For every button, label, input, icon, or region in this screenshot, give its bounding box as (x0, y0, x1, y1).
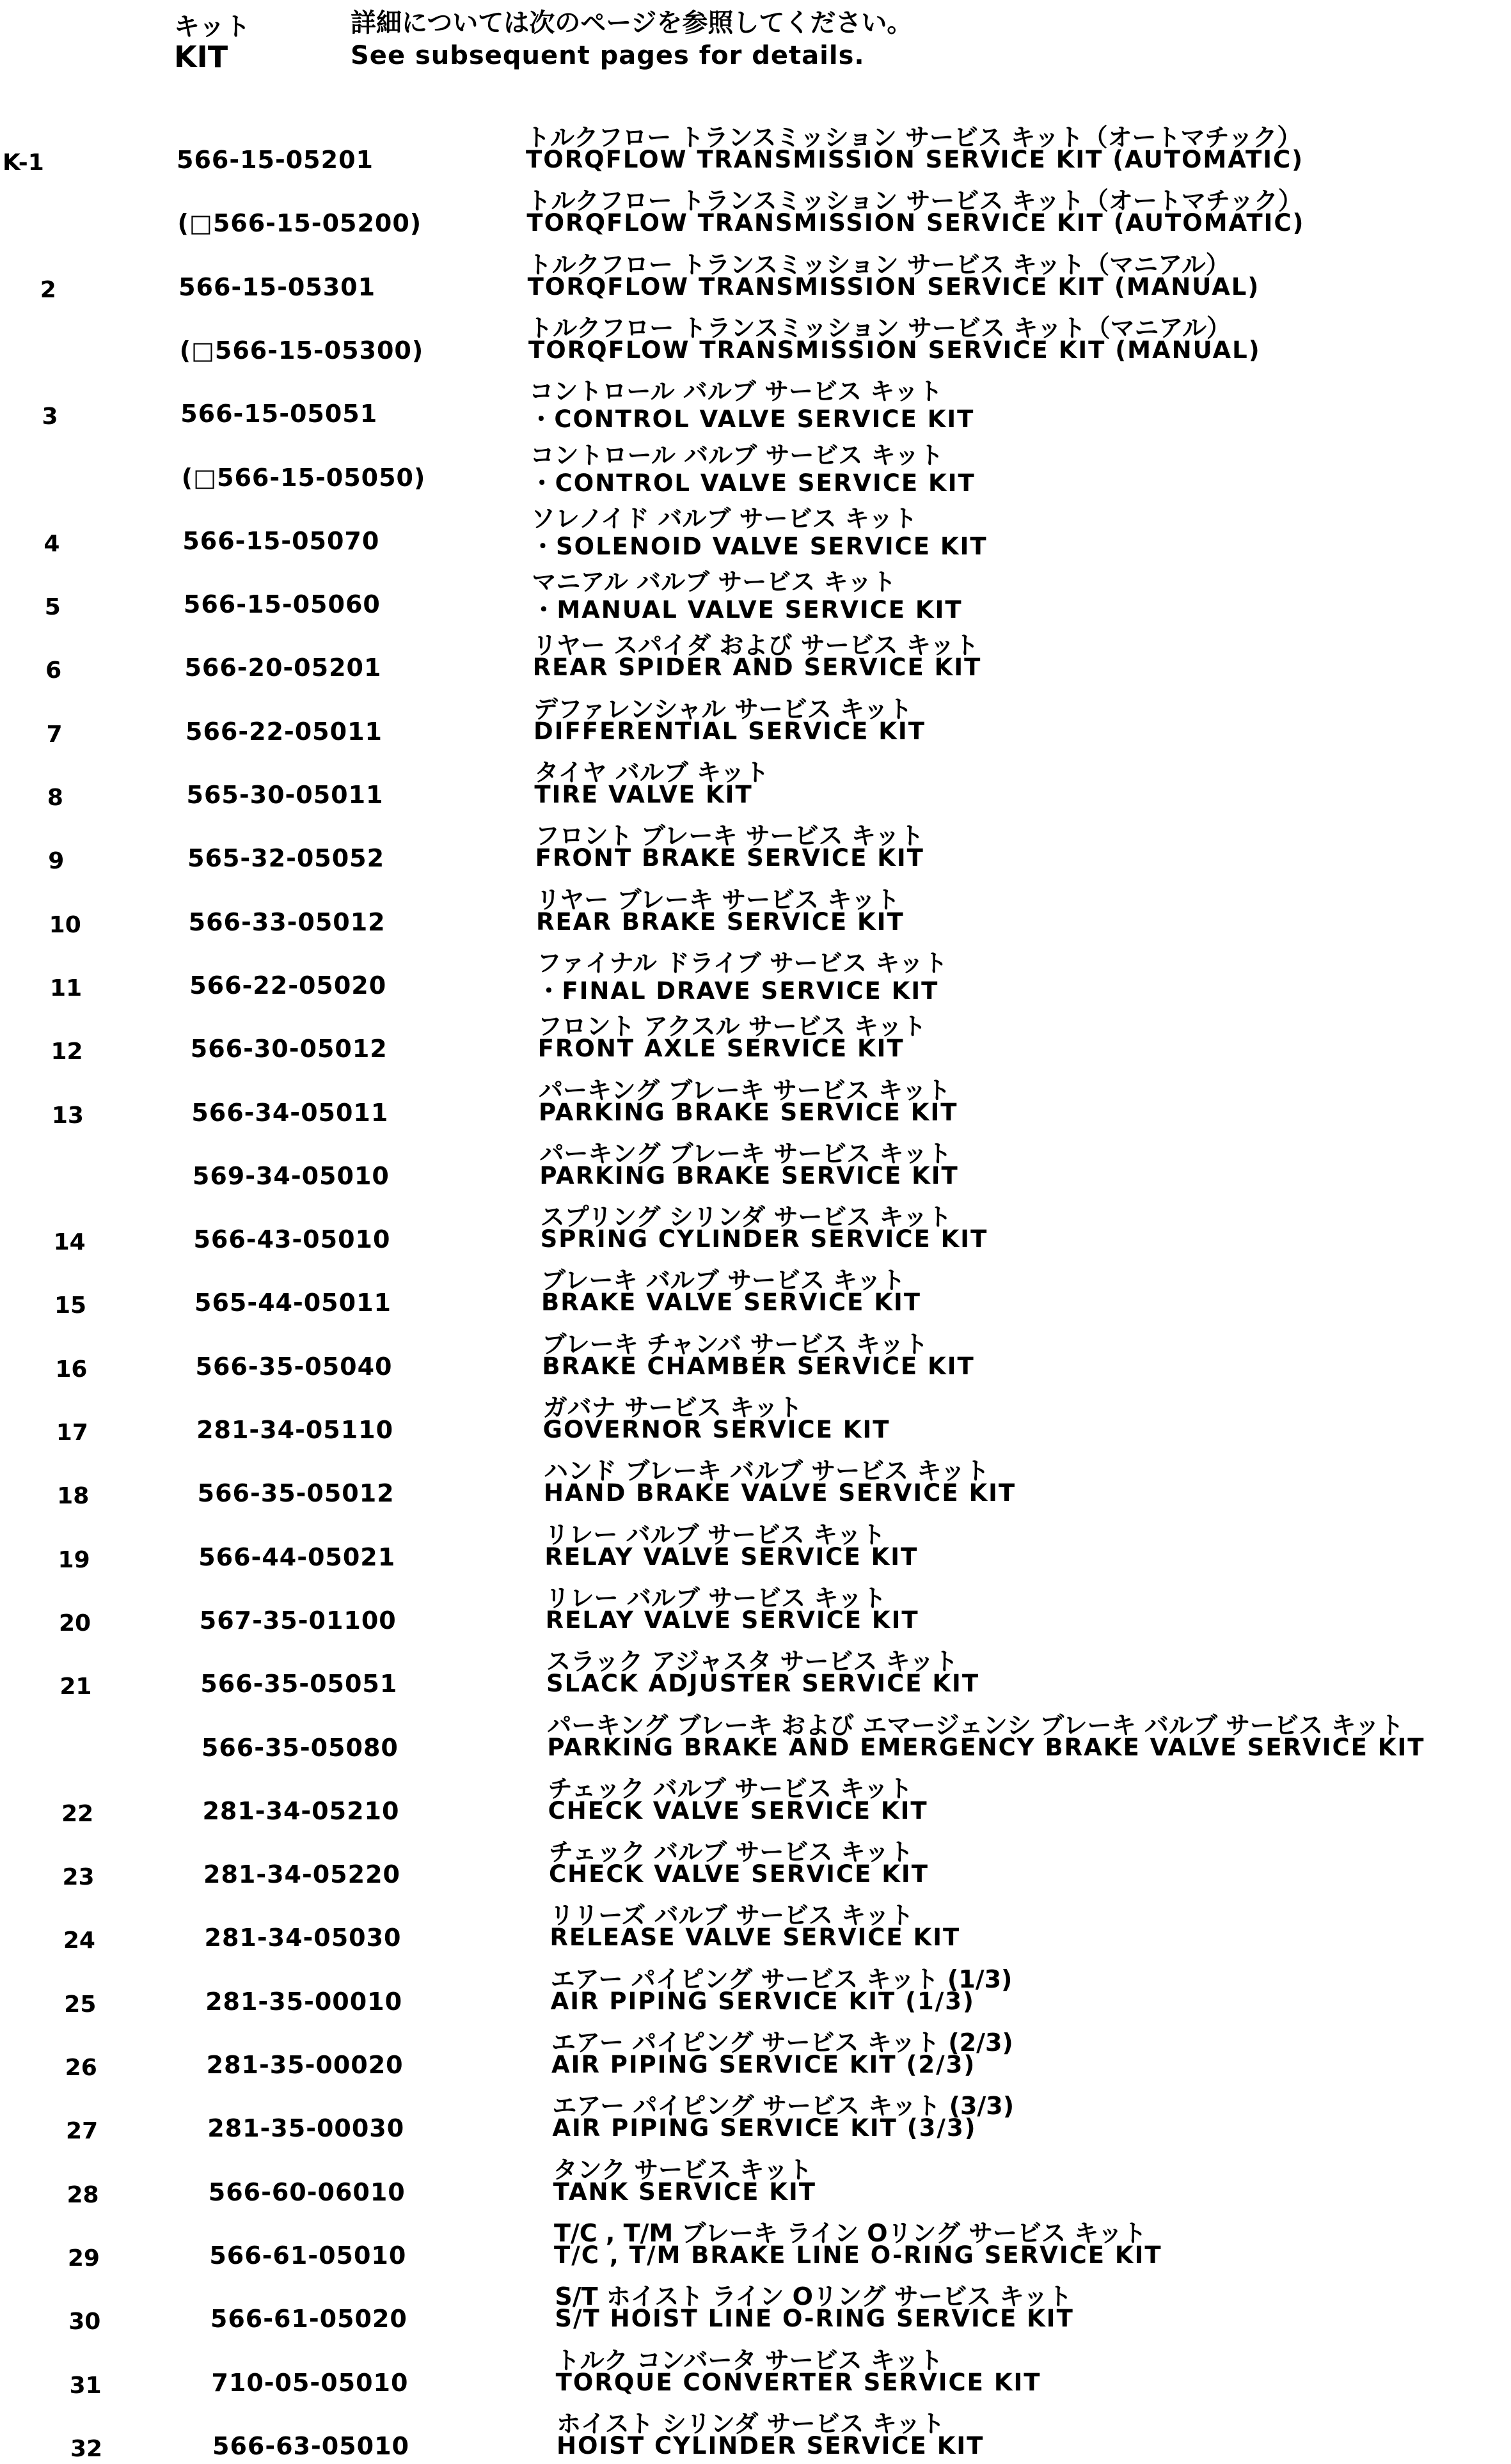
kit-name-en: DIFFERENTIAL SERVICE KIT (534, 717, 926, 745)
kit-part-number: 565-32-05052 (187, 844, 385, 873)
kit-index: 17 (56, 1420, 88, 1446)
kit-part-number: 566-15-05051 (180, 400, 378, 428)
kit-row (0, 1647, 1511, 1702)
kit-name-jp: フロント ブレーキ サービス キット (535, 822, 924, 851)
kit-name-jp: フロント アクスル サービス キット (537, 1012, 927, 1041)
kit-name-en: ・SOLENOID VALVE SERVICE KIT (531, 532, 988, 560)
kit-name-en: PARKING BRAKE SERVICE KIT (539, 1098, 958, 1126)
kit-index: 13 (51, 1102, 84, 1129)
kit-name-en: HAND BRAKE VALVE SERVICE KIT (544, 1479, 1017, 1507)
kit-name-en: S/T HOIST LINE O-RING SERVICE KIT (555, 2305, 1074, 2333)
kit-row (0, 1711, 1511, 1766)
kit-row (0, 250, 1511, 305)
kit-part-number: 566-35-05040 (195, 1352, 393, 1381)
kit-row (0, 1012, 1511, 1067)
kit-index: 2 (40, 276, 56, 303)
kit-part-number: 566-44-05021 (198, 1542, 396, 1571)
kit-part-number: 566-22-05011 (186, 717, 383, 746)
header-kit-jp: キット (174, 12, 251, 42)
kit-index: 15 (54, 1292, 87, 1319)
kit-name-en: REAR BRAKE SERVICE KIT (536, 907, 905, 936)
kit-index: 24 (63, 1927, 95, 1954)
kit-row (0, 631, 1511, 686)
kit-row (0, 2218, 1511, 2273)
kit-name-jp: トルクフロー トランスミッション サービス キット（マニアル） (528, 313, 1231, 342)
kit-name-jp: リレー バルブ サービス キット (544, 1520, 886, 1549)
kit-name-en: RELEASE VALVE SERVICE KIT (550, 1924, 961, 1952)
kit-row (0, 377, 1511, 434)
header-kit-en: KIT (174, 40, 228, 74)
kit-name-en: SLACK ADJUSTER SERVICE KIT (546, 1670, 980, 1698)
kit-index: 11 (50, 975, 83, 1001)
kit-part-number: 566-60-06010 (208, 2178, 406, 2206)
kit-part-number: 566-15-05301 (178, 272, 376, 301)
kit-part-number: 281-35-00020 (206, 2051, 404, 2079)
kit-row (0, 1076, 1511, 1131)
kit-name-en: AIR PIPING SERVICE KIT (1/3) (550, 1987, 975, 2015)
kit-row (0, 1901, 1511, 1956)
kit-name-jp: パーキング ブレーキ サービス キット (539, 1076, 951, 1104)
kit-index: 5 (44, 594, 61, 621)
kit-name-jp: ガバナ サービス キット (542, 1393, 803, 1422)
kit-name-jp: トルク コンバータ サービス キット (555, 2346, 944, 2374)
kit-name-jp: タイヤ バルブ キット (534, 758, 770, 787)
kit-part-number: 566-61-05020 (210, 2305, 407, 2334)
kit-index: 32 (70, 2435, 103, 2462)
kit-row (0, 2346, 1511, 2401)
kit-name-jp: リリーズ バルブ サービス キット (550, 1901, 914, 1930)
kit-name-jp: S/T ホイスト ライン Oリング サービス キット (555, 2282, 1072, 2311)
kit-name-jp: トルクフロー トランスミッション サービス キット（オートマチック） (526, 123, 1302, 152)
kit-name-en: T/C , T/M BRAKE LINE O-RING SERVICE KIT (554, 2241, 1162, 2269)
kit-index: 12 (51, 1039, 83, 1065)
kit-index: 28 (67, 2181, 99, 2208)
kit-name-jp: コントロール バルブ サービス キット (530, 441, 944, 469)
kit-name-jp: ハンド ブレーキ バルブ サービス キット (544, 1457, 990, 1486)
kit-part-number: 566-35-05080 (201, 1733, 399, 1762)
kit-part-number: 281-35-00030 (207, 2114, 405, 2143)
kit-name-jp: ホイスト シリンダ サービス キット (557, 2409, 945, 2438)
kit-part-number: 565-30-05011 (186, 781, 384, 809)
kit-name-en: RELAY VALVE SERVICE KIT (545, 1606, 919, 1634)
kit-name-jp: ソレノイド バルブ サービス キット (531, 504, 917, 533)
kit-name-jp: トルクフロー トランスミッション サービス キット（オートマチック） (526, 187, 1302, 216)
kit-part-number: 566-15-05070 (182, 526, 380, 555)
kit-part-number: 566-22-05020 (189, 971, 387, 1000)
kit-part-number: 569-34-05010 (192, 1161, 390, 1190)
kit-row (0, 948, 1511, 1005)
kit-part-number: 566-43-05010 (193, 1225, 391, 1254)
kit-index: 31 (69, 2372, 102, 2399)
kit-index: 19 (58, 1546, 90, 1573)
kit-name-en: PARKING BRAKE SERVICE KIT (539, 1161, 959, 1189)
kit-row (0, 313, 1511, 368)
kit-row (0, 568, 1511, 624)
kit-row (0, 1965, 1511, 2020)
kit-name-en: HOIST CYLINDER SERVICE KIT (557, 2431, 985, 2460)
kit-name-en: BRAKE VALVE SERVICE KIT (541, 1289, 921, 1317)
kit-name-en: RELAY VALVE SERVICE KIT (544, 1542, 919, 1571)
kit-index: 27 (66, 2118, 99, 2145)
kit-name-jp: マニアル バルブ サービス キット (532, 568, 896, 597)
kit-part-number: 566-33-05012 (188, 907, 386, 936)
header-note-en: See subsequent pages for details. (351, 41, 865, 70)
kit-name-jp: スラック アジャスタ サービス キット (546, 1647, 958, 1676)
kit-index: 4 (44, 530, 60, 557)
kit-index: 6 (45, 657, 62, 684)
kit-part-number: 566-15-05201 (177, 146, 374, 174)
kit-name-en: TORQUE CONVERTER SERVICE KIT (555, 2368, 1041, 2396)
kit-part-number: 566-63-05010 (212, 2431, 409, 2460)
kit-name-jp: エアー パイピング サービス キット (1/3) (550, 1965, 1013, 1993)
kit-part-number: 281-34-05030 (204, 1924, 402, 1952)
kit-name-en: PARKING BRAKE AND EMERGENCY BRAKE VALVE SERVICE KIT (547, 1733, 1425, 1761)
kit-name-jp: リレー バルブ サービス キット (545, 1583, 887, 1612)
kit-name-jp: リヤー スパイダ および サービス キット (532, 631, 979, 660)
kit-index: 16 (55, 1356, 88, 1383)
kit-name-jp: パーキング ブレーキ および エマージェンシ ブレーキ バルブ サービス キット (547, 1711, 1404, 1739)
kit-index: 20 (58, 1610, 91, 1636)
kit-part-number: 566-34-05011 (191, 1098, 389, 1127)
kit-row (0, 822, 1511, 876)
kit-name-en: ・CONTROL VALVE SERVICE KIT (529, 405, 975, 434)
kit-name-jp: スプリング シリンダ サービス キット (540, 1203, 952, 1232)
kit-part-number: 710-05-05010 (211, 2368, 409, 2397)
kit-index: 21 (59, 1674, 92, 1700)
kit-part-number: 281-34-05220 (203, 1860, 400, 1889)
kit-index: 22 (61, 1800, 94, 1827)
kit-index: 25 (64, 1991, 97, 2018)
kit-name-jp: ブレーキ バルブ サービス キット (541, 1266, 906, 1295)
kit-name-en: TIRE VALVE KIT (534, 781, 753, 808)
kit-row (0, 1457, 1511, 1511)
kit-row (0, 123, 1511, 178)
kit-name-en: GOVERNOR SERVICE KIT (542, 1416, 890, 1443)
kit-row (0, 1520, 1511, 1575)
kit-name-jp: エアー パイピング サービス キット (2/3) (551, 2028, 1013, 2057)
kit-part-number: 567-35-01100 (199, 1606, 397, 1635)
kit-part-number: 281-34-05210 (202, 1796, 400, 1825)
kit-part-number: 565-44-05011 (194, 1289, 392, 1317)
kit-index: 18 (57, 1483, 90, 1510)
kit-index: K-1 (3, 150, 44, 176)
kit-index: 8 (47, 785, 63, 811)
kit-index: 7 (46, 721, 63, 748)
kit-part-number: (□566-15-05300) (179, 336, 424, 365)
kit-name-jp: パーキング ブレーキ サービス キット (539, 1139, 952, 1168)
kit-part-number: 566-30-05012 (190, 1035, 388, 1063)
kit-row (0, 885, 1511, 940)
kit-index: 26 (65, 2055, 97, 2081)
kit-name-jp: リヤー ブレーキ サービス キット (536, 885, 900, 914)
kit-name-en: ・MANUAL VALVE SERVICE KIT (532, 596, 963, 624)
kit-part-number: 281-34-05110 (196, 1416, 394, 1444)
kit-name-en: TORQFLOW TRANSMISSION SERVICE KIT (AUTOMATIC) (526, 146, 1304, 173)
kit-name-jp: チェック バルブ サービス キット (548, 1774, 913, 1803)
kit-name-jp: タンク サービス キット (553, 2155, 812, 2184)
kit-name-jp: ブレーキ チャンバ サービス キット (542, 1330, 928, 1358)
kit-row (0, 1330, 1511, 1385)
kit-name-jp: デファレンシャル サービス キット (534, 694, 913, 723)
kit-name-en: TORQFLOW TRANSMISSION SERVICE KIT (MANUAL) (527, 272, 1260, 301)
kit-row (0, 2282, 1511, 2337)
kit-name-en: CHECK VALVE SERVICE KIT (548, 1796, 928, 1824)
kit-row (0, 187, 1511, 241)
kit-part-number: 566-35-05051 (200, 1670, 398, 1699)
header-note-jp: 詳細については次のページを参照してください。 (351, 8, 913, 38)
kit-name-en: FRONT BRAKE SERVICE KIT (535, 844, 924, 872)
kit-name-en: TORQFLOW TRANSMISSION SERVICE KIT (MANUAL) (528, 336, 1261, 364)
kit-row (0, 1266, 1511, 1321)
kit-name-jp: コントロール バルブ サービス キット (529, 377, 943, 406)
kit-index: 10 (49, 911, 81, 938)
kit-row (0, 2409, 1511, 2464)
kit-index: 29 (67, 2245, 100, 2272)
kit-name-en: AIR PIPING SERVICE KIT (2/3) (551, 2051, 976, 2078)
kit-row (0, 1838, 1511, 1892)
kit-name-jp: チェック バルブ サービス キット (549, 1838, 914, 1867)
kit-name-en: ・FINAL DRAVE SERVICE KIT (537, 977, 939, 1005)
kit-row (0, 2092, 1511, 2146)
kit-name-en: REAR SPIDER AND SERVICE KIT (532, 654, 982, 682)
kit-name-en: TORQFLOW TRANSMISSION SERVICE KIT (AUTOMATIC) (526, 209, 1305, 237)
kit-name-en: AIR PIPING SERVICE KIT (3/3) (552, 2114, 977, 2142)
kit-name-en: BRAKE CHAMBER SERVICE KIT (542, 1352, 975, 1380)
kit-index: 30 (68, 2309, 101, 2335)
kit-part-number: 566-20-05201 (184, 654, 382, 682)
kit-row (0, 1139, 1511, 1194)
kit-row (0, 1583, 1511, 1638)
kit-row (0, 2028, 1511, 2083)
kit-part-number: 566-35-05012 (197, 1479, 395, 1508)
kit-row (0, 504, 1511, 560)
kit-part-number: 281-35-00010 (205, 1987, 403, 2016)
kit-row (0, 694, 1511, 749)
kit-part-number: (□566-15-05200) (177, 209, 422, 238)
kit-name-en: SPRING CYLINDER SERVICE KIT (540, 1225, 988, 1253)
kit-part-number: (□566-15-05050) (181, 463, 426, 492)
kit-index: 9 (48, 848, 65, 875)
kit-name-en: ・CONTROL VALVE SERVICE KIT (530, 469, 976, 497)
kit-row (0, 2155, 1511, 2210)
kit-part-number: 566-61-05010 (209, 2241, 407, 2270)
kit-name-jp: ファイナル ドライブ サービス キット (537, 948, 948, 977)
kit-name-jp: T/C , T/M ブレーキ ライン Oリング サービス キット (554, 2218, 1147, 2247)
kit-index: 23 (62, 1864, 95, 1891)
kit-row (0, 1203, 1511, 1257)
kit-row (0, 1393, 1511, 1448)
kit-index: 14 (53, 1229, 86, 1256)
kit-name-jp: エアー パイピング サービス キット (3/3) (552, 2092, 1015, 2121)
kit-name-jp: トルクフロー トランスミッション サービス キット（マニアル） (527, 250, 1230, 279)
kit-name-en: CHECK VALVE SERVICE KIT (549, 1860, 929, 1888)
kit-name-en: FRONT AXLE SERVICE KIT (537, 1035, 905, 1063)
kit-row (0, 441, 1511, 497)
kit-part-number: 566-15-05060 (183, 590, 381, 619)
kit-row (0, 758, 1511, 813)
kit-name-en: TANK SERVICE KIT (553, 2178, 816, 2206)
kit-index: 3 (42, 404, 58, 430)
kit-row (0, 1774, 1511, 1829)
